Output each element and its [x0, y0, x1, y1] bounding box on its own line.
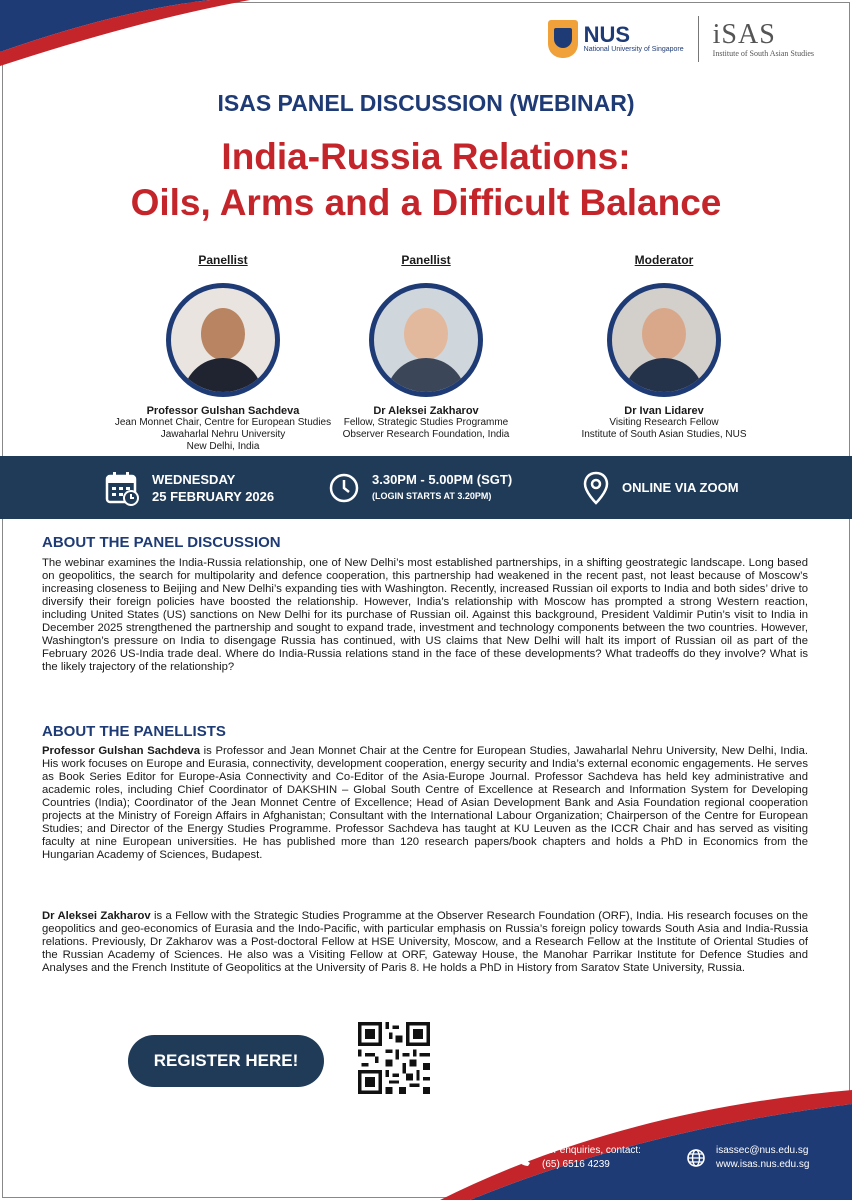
header-logos: [548, 16, 814, 62]
speaker-role: Panellist: [401, 253, 451, 267]
speaker-affiliation: Jean Monnet Chair, Centre for European Studies: [114, 417, 332, 428]
location-pin-icon: [582, 471, 610, 505]
event-time-text: 3.30PM - 5.00PM (SGT): [372, 471, 513, 487]
speaker-name: Professor Gulshan Sachdeva: [146, 405, 300, 417]
event-details-band: [0, 456, 852, 519]
event-title-line2: Oils, Arms and a Difficult Balance: [130, 182, 722, 223]
panellist-bio-name: Professor Gulshan Sachdeva: [42, 745, 200, 757]
nus-crest-icon: [548, 20, 578, 58]
panellist-bio-text: is Professor and Jean Monnet Chair at the Centre for European Studies, Jawaharlal Nehru University, New Delhi, India. His work focuses on Europe and Eurasia, connectivity, development cooperation, energy security and India’s external economic engagements. He serves as Book Series Editor for Europe-Asia Connectivity and Co-Editor of the Asia-Europe Journal. Professor Sachdeva has held key administrative and academic roles, including Chief Coordinator of DAKSHIN – Global South Centre of Excellence at Research and Information System for Developing Countries (India); Coordinator of the Jean Monnet Centre of Excellence; Head of Asian Development Bank and Asia Foundation regional cooperation projects at the Ministry of Foreign Affairs in Afghanistan; Consultant with the International Labour Organization; Chairperson of the Centre for European Studies; and Director of the Energy Studies Programme. Professor Sachdeva has taught at KU Leuven as the ICCR Chair and has served as visiting faculty at nine European universities. He has published more than 120 research papers/book chapters and holds a PhD in Economics from the Hungarian Academy of Sciences, Budapest.: [42, 745, 808, 861]
speaker-card: [534, 253, 794, 441]
speaker-affiliation: Visiting Research Fellow: [609, 417, 719, 428]
speaker-photo: [166, 283, 280, 397]
contact-web: [686, 1144, 809, 1172]
speaker-affiliation: Jawaharlal Nehru University: [160, 429, 286, 440]
event-kicker: ISAS PANEL DISCUSSION (WEBINAR): [217, 90, 635, 116]
event-title: [0, 134, 852, 226]
isas-full-name: Institute of South Asian Studies: [712, 48, 814, 58]
isas-logo: [712, 18, 814, 58]
speaker-affiliation: New Delhi, India: [186, 441, 260, 452]
register-button[interactable]: REGISTER HERE!: [128, 1035, 324, 1087]
panellists-heading: ABOUT THE PANELLISTS: [42, 723, 226, 740]
event-date: [104, 456, 274, 519]
globe-icon: [686, 1148, 706, 1168]
nus-full-name: National University of Singapore: [583, 46, 684, 53]
about-text: The webinar examines the India-Russia relationship, one of New Delhi’s most established partnerships, in a shifting geostrategic landscape. Long based on geopolitics, the search for multipolarity and defence cooperation, this partnership had weakened in the recent past, not least because of Moscow’s increasing closeness to Beijing and New Delhi’s expanding ties with Washington. Recently, increased Russian oil exports to India and both sides’ drive to diversify their foreign policies have boosted the relationship. However, India’s relationship with Moscow has prompted a strong Western reaction, including United States (US) sanctions on New Delhi for its purchase of Russian oil. Against this background, President Valdimir Putin’s visit to India in December 2025 strengthened the partnership and sought to expand trade, investment and technology components between the two countries. However, Washington’s pressure on India to disengage Russia has continued, with US claims that New Delhi will halt its import of Russian oil as part of the February 2026 US-India trade deal. Where do India-Russia relations stand in the face of these developments? What tradeoffs do they involve? What is the likely trajectory of the relationship?: [42, 557, 808, 673]
speaker-photo: [607, 283, 721, 397]
logo-divider: [698, 16, 699, 62]
top-left-swoosh: [0, 0, 260, 70]
phone-icon: [512, 1148, 532, 1168]
event-title-line1: India-Russia Relations:: [221, 136, 631, 177]
speaker-affiliation: Observer Research Foundation, India: [342, 429, 510, 440]
panellist-bio: [42, 745, 808, 862]
speaker-name: Dr Aleksei Zakharov: [373, 405, 479, 417]
panellist-bio: [42, 910, 808, 975]
contact-email[interactable]: isassec@nus.edu.sg: [716, 1145, 809, 1156]
event-venue: [582, 456, 739, 519]
speaker-affiliation: Fellow, Strategic Studies Programme: [343, 417, 509, 428]
isas-logo-text: iSAS: [712, 18, 776, 50]
enquiry-label: For enquiries, contact:: [542, 1145, 641, 1156]
event-date-text: 25 FEBRUARY 2026: [152, 488, 275, 504]
speaker-role: Moderator: [634, 253, 694, 267]
speaker-name: Dr Ivan Lidarev: [624, 405, 704, 417]
about-heading: ABOUT THE PANEL DISCUSSION: [42, 534, 281, 551]
calendar-icon: [104, 470, 140, 506]
nus-logo-text: NUS: [583, 22, 631, 47]
qr-code[interactable]: [358, 1022, 430, 1094]
panellist-bio-name: Dr Aleksei Zakharov: [42, 910, 151, 922]
contact-phone: [512, 1144, 641, 1172]
nus-logo: [548, 20, 684, 58]
speaker-photo: [369, 283, 483, 397]
speaker-affiliation: Institute of South Asian Studies, NUS: [581, 429, 747, 440]
phone-number[interactable]: (65) 6516 4239: [542, 1159, 610, 1170]
speaker-card: [296, 253, 556, 441]
event-day: WEDNESDAY: [152, 471, 236, 487]
event-login-note: (LOGIN STARTS AT 3.20PM): [372, 490, 492, 501]
event-venue-text: ONLINE VIA ZOOM: [622, 480, 739, 495]
contact-website[interactable]: www.isas.nus.edu.sg: [716, 1159, 810, 1170]
event-time: [328, 456, 512, 519]
panellist-bio-text: is a Fellow with the Strategic Studies Programme at the Observer Research Foundation (ORF), India. His research focuses on the geopolitics and geo-economics of Eurasia and the Indo-Pacific, with particular emphasis on Russia’s foreign policy towards South Asia and India-Russia relations. Previously, Dr Zakharov was a Post-doctoral Fellow at HSE University, Moscow, and a Research Fellow at the Institute of Oriental Studies of the Russian Academy of Sciences. He also was a Visiting Fellow at ORF, Gateway House, the Manohar Parrikar Institute for Defence Studies and Analyses and the French Institute of Geopolitics at the University of Paris 8. He holds a PhD in History from Saratov State University, Russia.: [42, 910, 808, 974]
speaker-role: Panellist: [198, 253, 248, 267]
clock-icon: [328, 472, 360, 504]
